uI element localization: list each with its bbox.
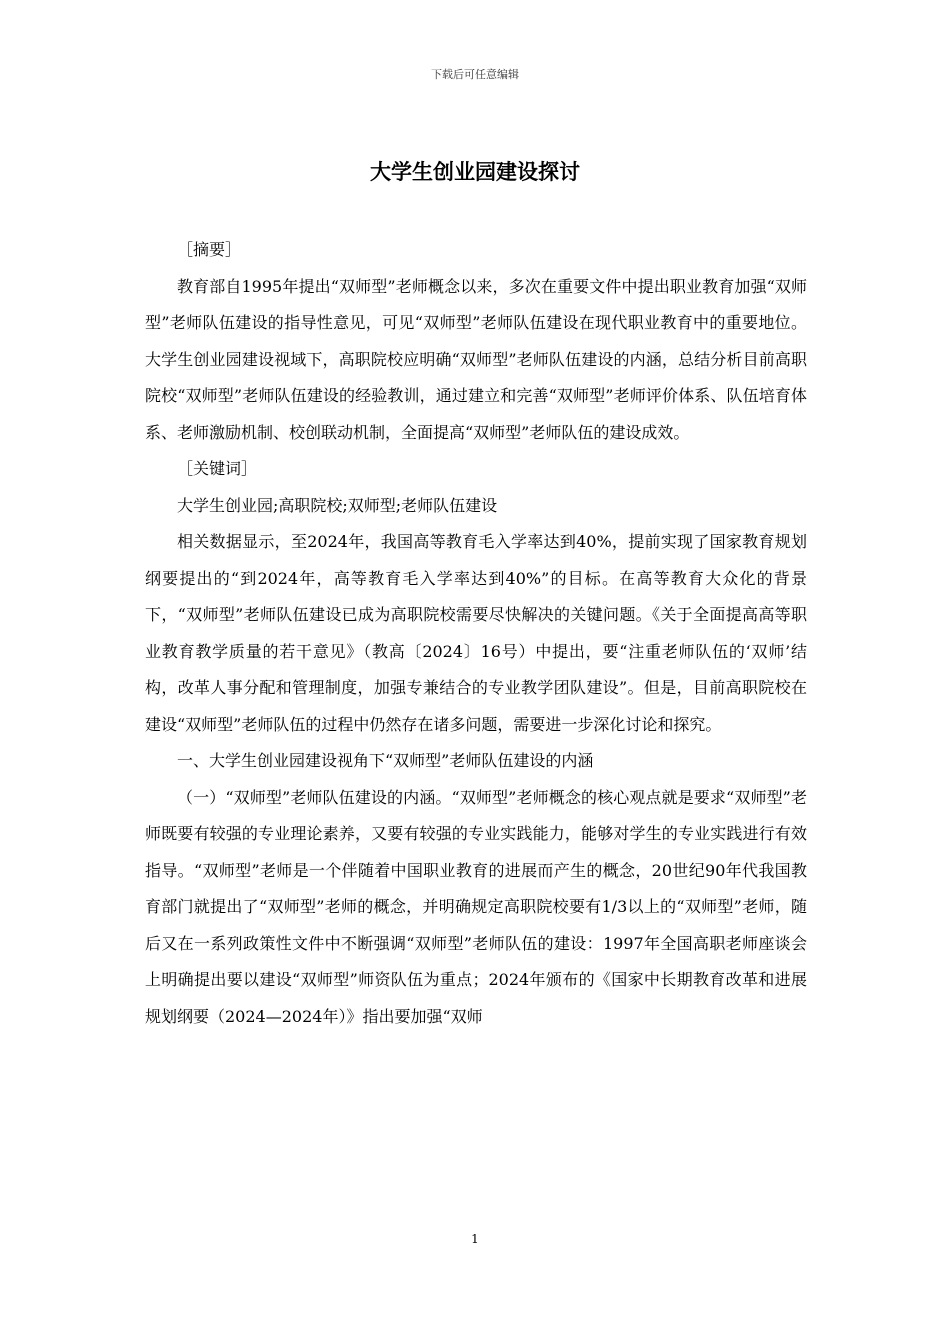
keywords-label: ［关键词］	[177, 459, 258, 478]
abstract-text: 教育部自1995年提出“双师型”老师概念以来，多次在重要文件中提出职业教育加强“双师型”老师队伍建设的指导性意见，可见“双师型”老师队伍建设在现代职业教育中的重要地位。大学生创业园建设视域下，高职院校应明确“双师型”老师队伍建设的内涵，总结分析目前高职院校“双师型”老师队伍建设的经验教训，通过建立和完善“双师型”老师评价体系、队伍培育体系、老师激励机制、校创联动机制，全面提高“双师型”老师队伍的建设成效。	[145, 276, 807, 442]
page-header: 下载后可任意编辑	[431, 68, 519, 81]
abstract-label: ［摘要］	[177, 240, 242, 259]
document-title: 大学生创业园建设探讨	[370, 160, 580, 184]
page-number: 1	[471, 1232, 479, 1246]
keywords-text: 大学生创业园;高职院校;双师型;老师队伍建设	[177, 495, 498, 515]
section-heading: 一、大学生创业园建设视角下“双师型”老师队伍建设的内涵	[177, 751, 594, 770]
body-paragraph: （一）“双师型”老师队伍建设的内涵。“双师型”老师概念的核心观点就是要求“双师型”老师既要有较强的专业理论素养，又要有较强的专业实践能力，能够对学生的专业实践进行有效指导。“双师型”老师是一个伴随着中国职业教育的进展而产生的概念，20世纪90年代我国教育部门就提出了“双师型”老师的概念，并明确规定高职院校要有1/3以上的“双师型”老师，随后又在一系列政策性文件中不断强调“双师型”老师队伍的建设：1997年全国高职老师座谈会上明确提出要以建设“双师型”师资队伍为重点；2024年颁布的《国家中长期教育改革和进展规划纲要（2024—2024年）》指出要加强“双师	[145, 787, 807, 1026]
document-body	[145, 232, 807, 1035]
body-paragraph: 相关数据显示，至2024年，我国高等教育毛入学率达到40%，提前实现了国家教育规划纲要提出的“到2024年，高等教育毛入学率达到40%”的目标。在高等教育大众化的背景下，“双师型”老师队伍建设已成为高职院校需要尽快解决的关键问题。《关于全面提高高等职业教育教学质量的若干意见》（教高〔2024〕16号）中提出，要“注重老师队伍的‘双师’结构，改革人事分配和管理制度，加强专兼结合的专业教学团队建设”。但是，目前高职院校在建设“双师型”老师队伍的过程中仍然存在诸多问题，需要进一步深化讨论和探究。	[145, 532, 807, 734]
